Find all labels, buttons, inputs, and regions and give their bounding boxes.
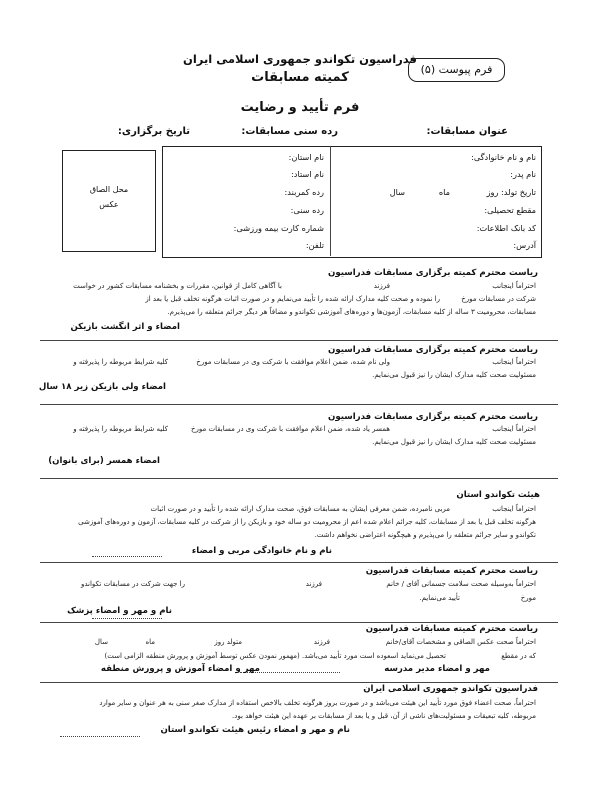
name-field[interactable]: نام و نام خانوادگی: <box>471 152 536 162</box>
form-badge: فرم پیوست (۵) <box>408 58 505 82</box>
s4-heading: هیئت تکواندو استان <box>456 490 540 500</box>
s2-line2: مسئولیت صحت کلیه مدارک ایشان را نیز قبول می‌نمایم. <box>372 371 536 379</box>
s6-line2a: که در مقطع <box>501 652 536 660</box>
competition-title-label: عنوان مسابقات: <box>426 126 508 137</box>
s5-line1a: احتراماً به‌وسیله صحت سلامت جسمانی آقای / خانم <box>386 580 536 588</box>
s3-line1c: کلیه شرایط مربوطه را پذیرفته و <box>73 425 168 433</box>
coach-field[interactable]: نام استاد: <box>291 169 324 179</box>
s1-signature-label: امضاء و اثر انگشت بازیکن <box>70 322 180 332</box>
s1-line3: مسابقات، محرومیت ۳ ساله از کلیه مسابقات، آزمون‌ها و دوره‌های آموزشی تکواندو و مضافاً هر دیگر جرائم متعلقه را می‌پذیرم. <box>167 308 536 316</box>
s3-line2: مسئولیت صحت کلیه مدارک ایشان را نیز قبول می‌نمایم. <box>372 438 536 446</box>
s6-line1b: فرزند <box>313 638 330 646</box>
s6-line1d: ماه <box>145 638 155 646</box>
photo-label-1: محل الصاق <box>89 185 129 194</box>
s1-line2b: را نموده و صحت کلیه مدارک ارائه شده را تأیید می‌نمایم و در صورت اثبات هرگونه تخلف قبل یا بعد از <box>145 295 440 303</box>
s6-line1a: احتراماً صحت عکس الصاقی و مشخصات آقای/خانم <box>385 638 536 646</box>
s7-line1: احتراماً، صحت اعضاء فوق مورد تأیید این هیئت می‌باشد و در صورت بروز هرگونه تخلف بالاخص استفاده از مدارک صغر سنی به هر عنوان و سایر موارد <box>99 699 536 707</box>
birth-month-label: ماه <box>438 187 450 197</box>
s4-line1b: مربی نامبرده، ضمن معرفی ایشان به مسابقات فوق، صحت مدارک ارائه شده را تأیید و در صورت اثبات <box>150 505 450 513</box>
birth-date-field[interactable]: تاریخ تولد: روز <box>486 187 536 197</box>
s2-line1b: ولی نام شده، ضمن اعلام موافقت با شرکت وی در مسابقات مورخ <box>196 358 390 366</box>
date-label: تاریخ برگزاری: <box>117 126 190 137</box>
bank-code-field[interactable]: کد بانک اطلاعات: <box>476 223 536 233</box>
s1-heading: ریاست محترم کمیته برگزاری مسابقات فدراسیون <box>328 268 538 278</box>
s4-line1a: احتراماً اینجانب <box>492 505 536 513</box>
belt-field[interactable]: رده کمربند: <box>284 187 324 197</box>
s5-line2b: تأیید می‌نمایم. <box>419 594 460 602</box>
federation-title: فدراسیون تکواندو جمهوری اسلامی ایران <box>183 52 417 66</box>
s6-line2b: تحصیل می‌نماید اسعوده است مورد تأیید می‌باشد. (مهمور نمودن عکس توسط آموزش و پرورش منطقه الزامی است) <box>104 652 446 660</box>
photo-box[interactable] <box>62 150 156 252</box>
s4-signature-label: نام و نام خانوادگی مربی و امضاء <box>191 546 332 556</box>
s7-line2: مربوطه، کلیه تبعیقات و مسئولیت‌های ناشی از آن، قبل و یا بعد از مسابقات بر عهده این هیئت خواهد بود. <box>232 712 536 720</box>
education-field[interactable]: مقطع تحصیلی: <box>484 205 536 215</box>
s6-heading: ریاست محترم کمیته مسابقات فدراسیون <box>365 624 538 634</box>
s5-line1b: فرزند <box>305 580 322 588</box>
s5-heading: ریاست محترم کمیته مسابقات فدراسیون <box>365 566 538 576</box>
s7-signature-label: نام و مهر و امضاء رئیس هیئت تکواندو استان <box>160 725 350 735</box>
s2-line1c: کلیه شرایط مربوطه را پذیرفته و <box>73 358 168 366</box>
s5-signature-label: نام و مهر و امضاء پزشک <box>67 606 172 616</box>
s4-line3: تکواندو و سایر جرائم متعلقه را می‌پذیرم و هیچگونه اعتراضی نخواهم داشت. <box>314 531 536 539</box>
s6-signature-education-dept: مهر و امضاء آموزش و پرورش منطقه <box>100 664 260 674</box>
s1-line1c: با آگاهی کامل از قوانین، مقررات و بخشنامه مسابقات کشور در خواست <box>73 282 282 290</box>
s2-signature-label: امضاء ولی بازیکن زیر ۱۸ سال <box>38 382 166 392</box>
form-title: فرم تأیید و رضایت <box>240 100 360 115</box>
father-field[interactable]: نام پدر: <box>510 169 536 179</box>
s3-line1a: احتراماً اینجانب <box>492 425 536 433</box>
s1-line2a: شرکت در مسابقات مورخ <box>461 295 536 303</box>
s6-line1e: سال <box>94 638 108 646</box>
insurance-field[interactable]: شماره کارت بیمه ورزشی: <box>233 223 324 233</box>
s5-line1c: را جهت شرکت در مسابقات تکواندو <box>80 580 185 588</box>
birth-year-label: سال <box>389 187 405 197</box>
photo-label-2: عکس <box>99 200 119 209</box>
s6-signature-school: مهر و امضاء مدیر مدرسه <box>384 664 490 674</box>
address-field[interactable]: آدرس: <box>513 240 536 250</box>
age-group-label: رده سنی مسابقات: <box>241 126 338 137</box>
s3-line1b: همسر یاد شده، ضمن اعلام موافقت با شرکت وی در مسابقات مورخ <box>191 425 390 433</box>
age-category-field[interactable]: رده سنی: <box>290 205 324 215</box>
applicant-fields-box <box>162 146 542 258</box>
s7-heading: فدراسیون تکواندو جمهوری اسلامی ایران <box>363 684 538 694</box>
s6-line1c: متولد روز <box>214 638 242 646</box>
s1-line1a: احتراماً اینجانب <box>492 282 536 290</box>
s1-line1b: فرزند <box>373 282 390 290</box>
s3-heading: ریاست محترم کمیته برگزاری مسابقات فدراسیون <box>328 412 538 422</box>
committee-title: کمیته مسابقات <box>251 70 349 85</box>
s4-line2: هرگونه تخلف قبل یا بعد از مسابقات، کلیه جرائم اعلام شده اعم از محرومیت دو ساله خود و بازیکن را از شرکت در کلیه مسابقات، آزمون و دوره‌های آموزشی <box>78 518 536 526</box>
s2-line1a: احتراماً اینجانب <box>492 358 536 366</box>
province-field[interactable]: نام استان: <box>288 152 324 162</box>
s3-signature-label: امضاء همسر (برای بانوان) <box>48 456 160 466</box>
s5-line2a: مورخ <box>520 594 536 602</box>
phone-field[interactable]: تلفن: <box>305 240 324 250</box>
s2-heading: ریاست محترم کمیته برگزاری مسابقات فدراسیون <box>328 345 538 355</box>
